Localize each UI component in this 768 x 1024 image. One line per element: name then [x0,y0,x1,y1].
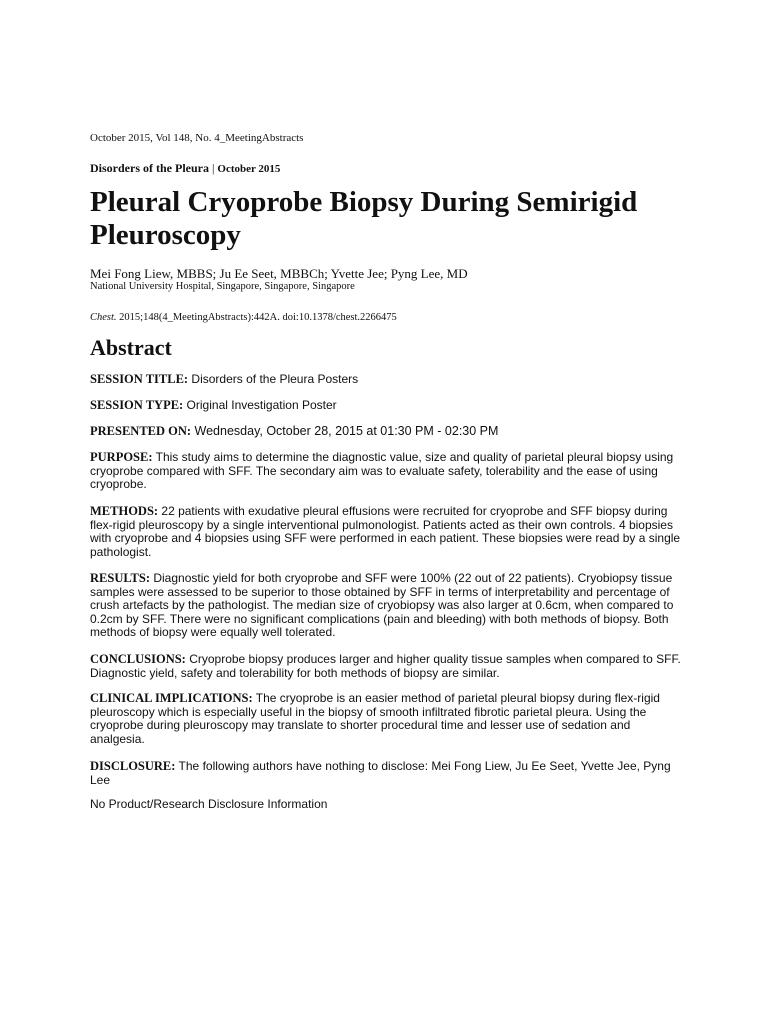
disclosure-text: The following authors have nothing to disclose: Mei Fong Liew, Ju Ee Seet, Yvette Jee, Pyng Lee [90,759,671,787]
purpose-paragraph [90,451,682,492]
purpose-label: PURPOSE: [90,450,153,464]
section-line [90,161,280,176]
disclosure-label: DISCLOSURE: [90,759,176,773]
results-label: RESULTS: [90,571,150,585]
clinical-implications-text: The cryoprobe is an easier method of parietal pleural biopsy during flex-rigid pleuroscopy which is especially useful in the biopsy of smooth infiltrated fibrotic parietal pleura. Using the cryoprobe during pleuroscopy may translate to shorter procedural time and lesser use of sedation and analgesia. [90,691,660,746]
methods-text: 22 patients with exudative pleural effusions were recruited for cryoprobe and SFF biopsy during flex-rigid pleuroscopy by a single interventional pulmonologist. Patients acted as their own controls. 4 biopsies with cryoprobe and 4 biopsies using SFF were performed in each patient. These biopsies were read by a single pathologist. [90,504,681,559]
abstract-heading: Abstract [90,335,172,360]
journal-name: Chest. [90,312,117,323]
citation-details[interactable]: 2015;148(4_MeetingAbstracts):442A. doi:10.1378/chest.2266475 [116,312,397,323]
session-title-paragraph [90,373,682,387]
section-name[interactable]: Disorders of the Pleura [90,161,209,175]
purpose-text: This study aims to determine the diagnostic value, size and quality of parietal pleural biopsy using cryoprobe compared with SFF. The secondary aim was to evaluate safety, tolerability and the ease of using cryoprobe. [90,450,674,491]
presented-on-label: PRESENTED ON: [90,424,192,438]
disclosure-paragraph [90,760,682,787]
author-affiliation: National University Hospital, Singapore, Singapore, Singapore [90,281,355,292]
section-date: October 2015 [217,163,281,175]
article-title: Pleural Cryoprobe Biopsy During Semirigid Pleuroscopy [90,186,638,251]
session-type-label: SESSION TYPE: [90,398,184,412]
methods-paragraph [90,505,682,559]
session-title-text: Disorders of the Pleura Posters [188,372,359,386]
session-type-text: Original Investigation Poster [183,398,337,412]
author-list: Mei Fong Liew, MBBS; Ju Ee Seet, MBBCh; Yvette Jee; Pyng Lee, MD [90,266,468,281]
results-paragraph [90,572,682,640]
presented-on-text: Wednesday, October 28, 2015 at 01:30 PM - 02:30 PM [191,424,499,438]
citation [90,312,397,323]
no-product-disclosure: No Product/Research Disclosure Information [90,797,328,811]
issue-info: October 2015, Vol 148, No. 4_MeetingAbstracts [90,132,304,144]
session-type-paragraph [90,399,682,413]
session-title-label: SESSION TITLE: [90,372,189,386]
clinical-implications-paragraph [90,692,682,746]
clinical-implications-label: CLINICAL IMPLICATIONS: [90,691,253,705]
conclusions-paragraph [90,653,682,680]
results-text: Diagnostic yield for both cryoprobe and SFF were 100% (22 out of 22 patients). Cryobiopsy tissue samples were assessed to be superior to those obtained by SFF in terms of interpretability and percentage of crush artefacts by the pathologist. The median size of cryobiopsy was also larger at 0.6cm, when compared to 0.2cm by SFF. There were no significant complications (pain and bleeding) with both methods of biopsy. Both methods of biopsy were equally well tolerated. [90,571,674,639]
methods-label: METHODS: [90,504,159,518]
conclusions-text: Cryoprobe biopsy produces larger and higher quality tissue samples when compared to SFF. Diagnostic yield, safety and tolerability for both methods of biopsy are similar. [90,652,681,680]
section-separator: | [211,161,215,175]
presented-on-paragraph [90,425,682,439]
conclusions-label: CONCLUSIONS: [90,652,186,666]
